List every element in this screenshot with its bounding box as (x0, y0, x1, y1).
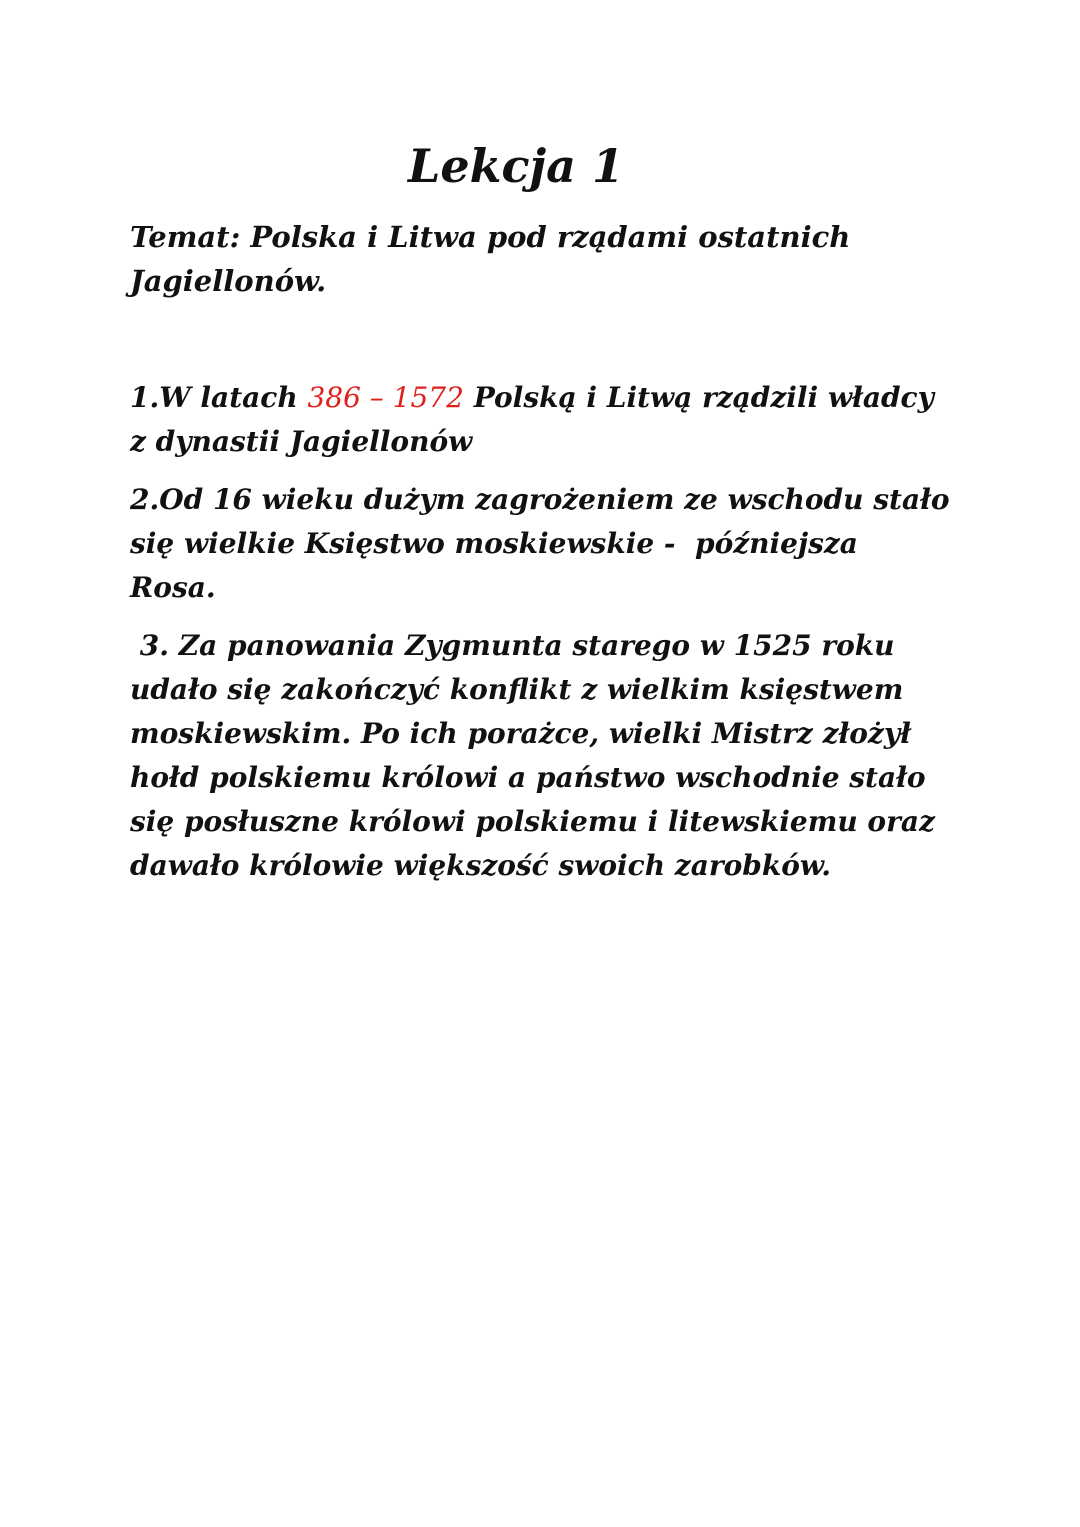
note-3-line-6: dawało królowie większość swoich zarobków. (130, 849, 831, 882)
lesson-title: Lekcja 1 (408, 139, 624, 193)
note-3-line-1: 3. Za panowania Zygmunta starego w 1525 roku (130, 629, 895, 662)
note-3-line-5: się posłuszne królowi polskiemu i litewskiemu oraz (130, 805, 935, 838)
note-2-line-1: 2.Od 16 wieku dużym zagrożeniem ze wschodu stało (130, 483, 950, 516)
note-1-text-line-2: z dynastii Jagiellonów (130, 425, 473, 458)
note-1-prefix: 1.W latach (130, 381, 308, 414)
note-2 (130, 478, 970, 610)
note-1 (130, 376, 970, 464)
note-1-text-line-1: Polską i Litwą rządzili władcy (463, 381, 934, 414)
note-1-years-highlight: 386 – 1572 (307, 381, 464, 414)
note-3-line-2: udało się zakończyć konflikt z wielkim księstwem (130, 673, 904, 706)
note-2-line-2: się wielkie Księstwo moskiewskie - późniejsza (130, 527, 858, 560)
note-3-line-3: moskiewskim. Po ich porażce, wielki Mistrz złożył (130, 717, 911, 750)
topic-line-1: Temat: Polska i Litwa pod rządami ostatnich (130, 220, 851, 254)
notes-list (130, 376, 970, 902)
note-3 (130, 624, 970, 888)
note-3-line-4: hołd polskiemu królowi a państwo wschodnie stało (130, 761, 926, 794)
topic-line-2: Jagiellonów. (130, 264, 327, 298)
lesson-topic (130, 215, 950, 303)
note-2-line-3: Rosa. (130, 571, 216, 604)
